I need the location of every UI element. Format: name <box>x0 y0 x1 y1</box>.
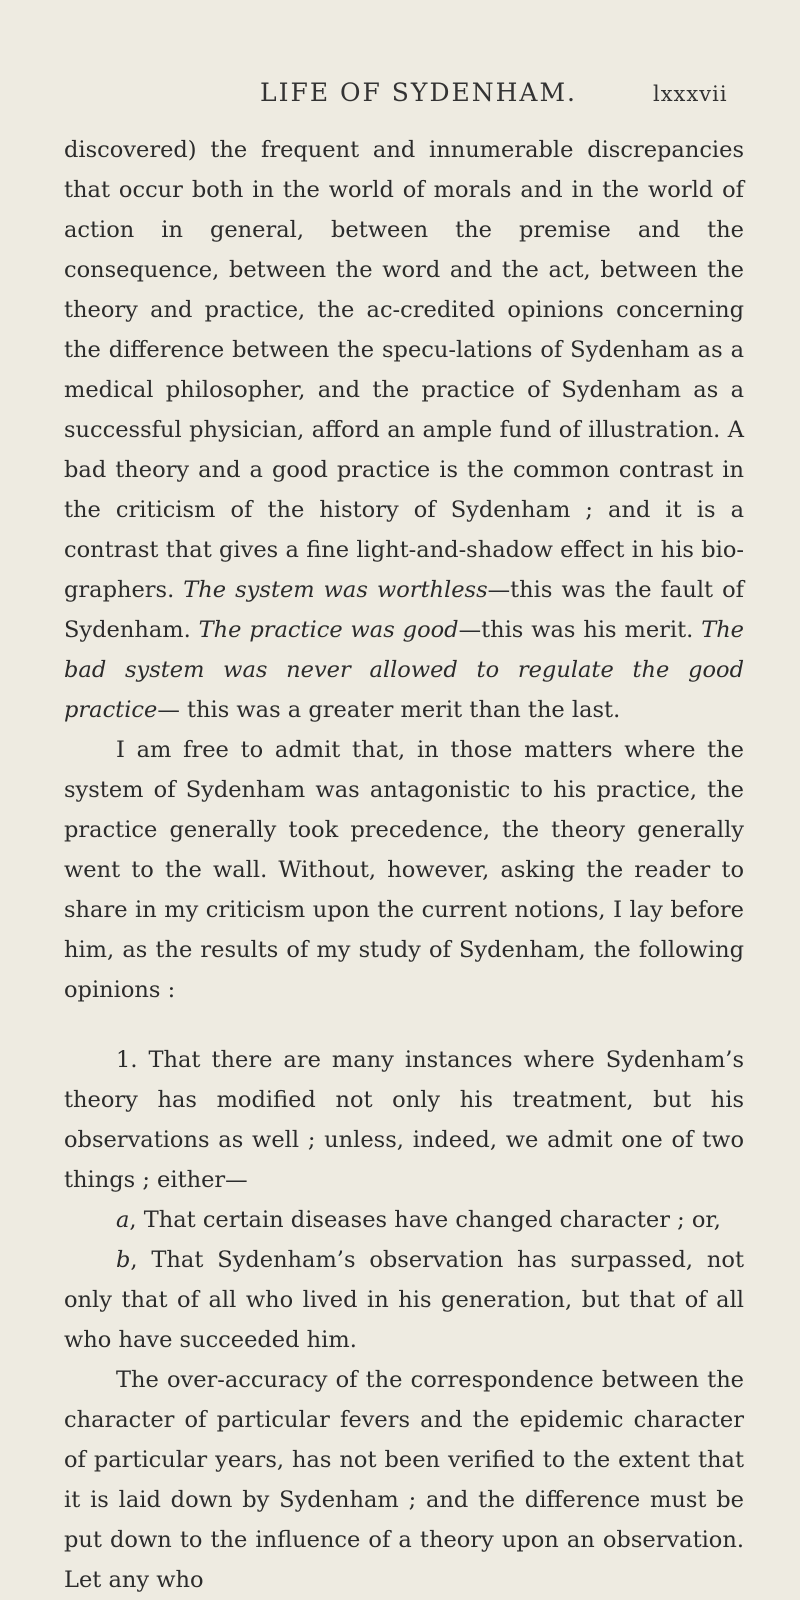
paragraph-1-text-a: discovered) the frequent and innumerable discrepancies that occur both in the world of morals and in the world of action in general, between the premise and the consequence, between the word and the act, between the theory and practice, the ac-credited opinions concerning the difference between the specu-lations of Sydenham as a medical philosopher, and the practice of Sydenham as a successful physician, afford an ample fund of illustration. A bad theory and a good practice is the common contrast in the criticism of the history of Sydenham ; and it is a contrast that gives a fine light-and-shadow effect in his bio-graphers. <box>64 137 744 603</box>
running-head <box>0 78 800 118</box>
sub-item-a-label: a <box>116 1207 130 1233</box>
paragraph-2: I am free to admit that, in those matters where the system of Sydenham was antagonistic to his practice, the practice generally took precedence, the theory generally went to the wall. Without, however, asking the reader to share in my criticism upon the current notions, I lay before him, as the results of my study of Sydenham, the following opinions : <box>64 737 744 1003</box>
sub-item-b-label: b <box>116 1247 131 1273</box>
sub-item-b-text: , That Sydenham’s observation has surpassed, not only that of all who lived in his generation, but that of all who have succeeded him. <box>64 1247 744 1353</box>
paragraph-1-italic-2: The practice was good <box>198 617 459 643</box>
paragraph-1 <box>64 130 744 730</box>
page-number: lxxxvii <box>653 82 728 106</box>
paragraph-1-italic-3: The bad system was never allowed to regulate the good practice <box>64 617 745 723</box>
sub-item-a-text: , That certain diseases have changed character ; or, <box>129 1207 721 1233</box>
paragraph-1-italic-1: The system was worthless <box>183 577 488 603</box>
sub-item-b <box>64 1240 744 1360</box>
paragraph-1-text-c: —this was his merit. <box>458 617 702 643</box>
numbered-opinion-1: 1. That there are many instances where Sydenham’s theory has modified not only his treatment, but his observations as well ; unless, indeed, we admit one of two things ; either— <box>64 1047 744 1193</box>
paragraph-1-text-b: —this was the fault of Sydenham. <box>64 577 744 643</box>
sub-item-a <box>64 1200 744 1240</box>
paragraph-4: The over-accuracy of the correspondence between the character of particular fevers and the epidemic character of particular years, has not been verified to the extent that it is laid down by Sydenham ; and the difference must be put down to the influence of a theory upon an observation. Let any who <box>64 1367 744 1593</box>
running-title: LIFE OF SYDENHAM. <box>260 78 578 107</box>
paragraph-1-text-d: — this was a greater merit than the last. <box>157 697 621 723</box>
body-text <box>64 130 744 1600</box>
